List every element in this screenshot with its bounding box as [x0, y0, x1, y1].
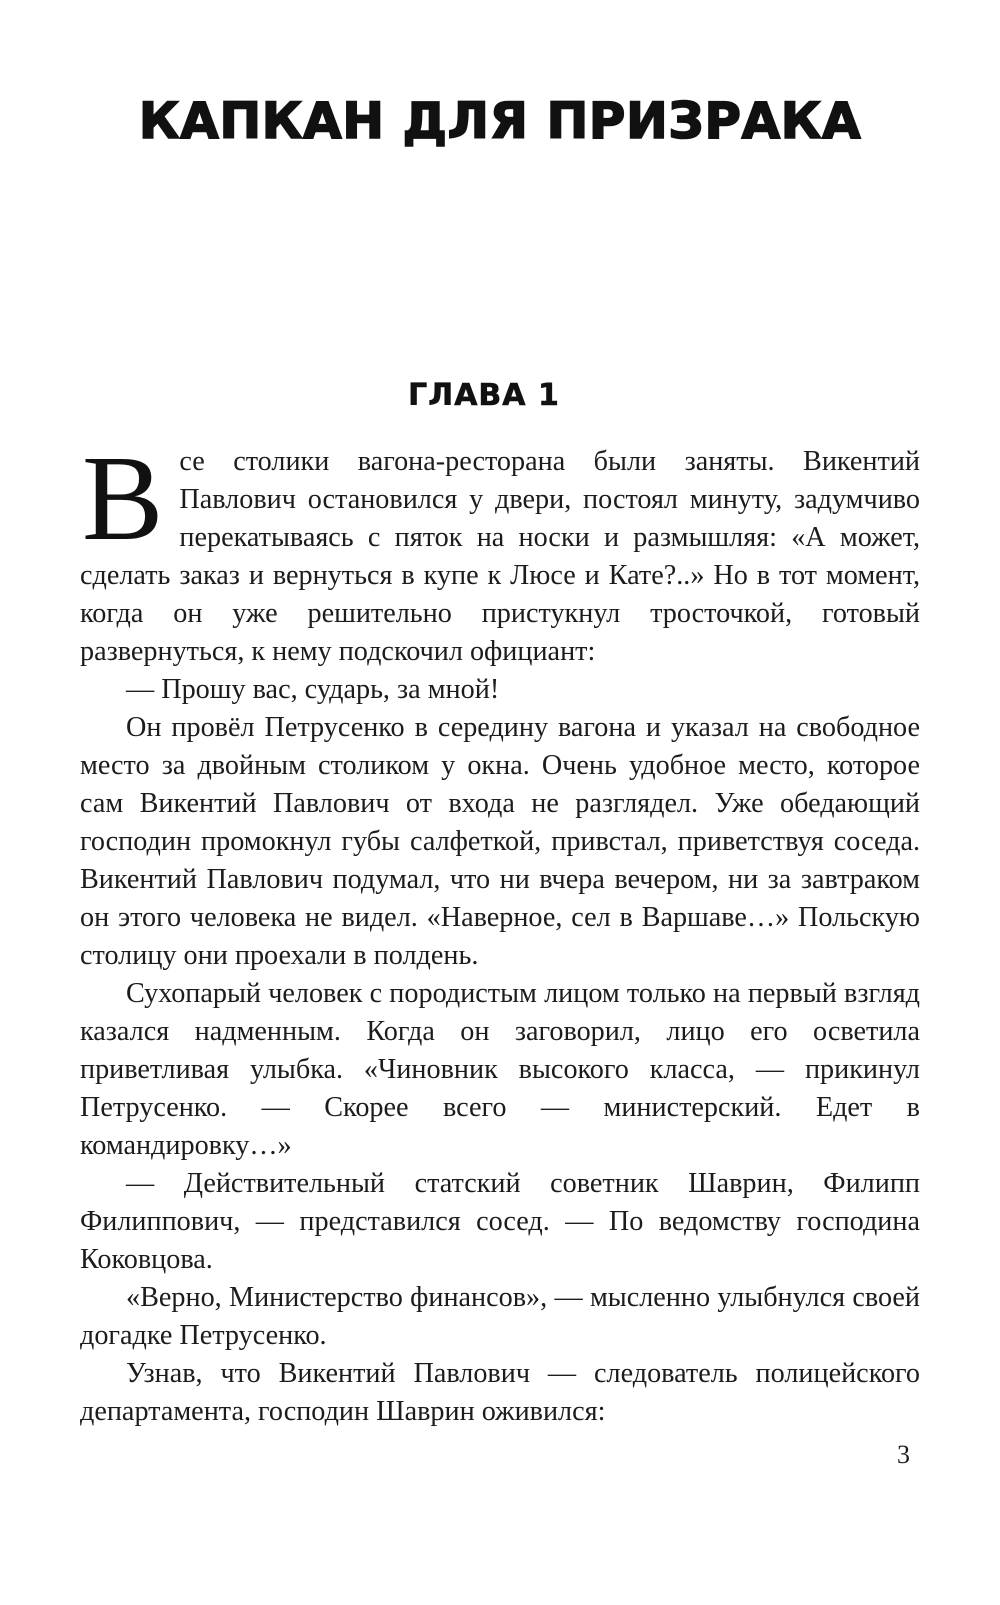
- paragraph-1-text: се столики вагона-ресторана были заняты. Викентий Павлович остановился у двери, постоял минуту, задумчиво перекатываясь с пяток на носки и размышляя: «А может, сделать заказ и вернуться в купе к Люсе и Кате?..» Но в тот момент, когда он уже решительно пристукнул тросточкой, готовый развернуться, к нему подскочил официант:: [80, 446, 920, 667]
- paragraph-1: [80, 431, 920, 671]
- book-title: КАПКАН ДЛЯ ПРИЗРАКА: [138, 92, 862, 150]
- paragraph-4: Сухопарый человек с породистым лицом только на первый взгляд казался надменным. Когда он заговорил, лицо его осветила приветливая улыбка. «Чиновник высокого класса, — прикинул Петрусенко. — Скорее всего — министерский. Едет в командировку…»: [80, 978, 920, 1161]
- chapter-title: ГЛАВА 1: [408, 378, 560, 413]
- chapter-text: [80, 431, 920, 1431]
- paragraph-5: — Действительный статский советник Шаврин, Филипп Филиппович, — представился сосед. — По ведомству господина Коковцова.: [80, 1168, 920, 1275]
- paragraph-7: Узнав, что Викентий Павлович — следователь полицейского департамента, господин Шаврин оживился:: [80, 1358, 920, 1427]
- paragraph-6: «Верно, Министерство финансов», — мысленно улыбнулся своей догадке Петрусенко.: [80, 1282, 920, 1351]
- drop-cap: В: [82, 431, 164, 566]
- page-number: 3: [897, 1440, 910, 1469]
- paragraph-2: — Прошу вас, сударь, за мной!: [126, 674, 500, 705]
- paragraph-3: Он провёл Петрусенко в середину вагона и указал на свободное место за двойным столиком у окна. Очень удобное место, которое сам Викентий Павлович от входа не разглядел. Уже обедающий господин промокнул губы салфеткой, привстал, приветствуя соседа. Викентий Павлович подумал, что ни вчера вечером, ни за завтраком он этого человека не видел. «Наверное, сел в Варшаве…» Польскую столицу они проехали в полдень.: [80, 712, 920, 971]
